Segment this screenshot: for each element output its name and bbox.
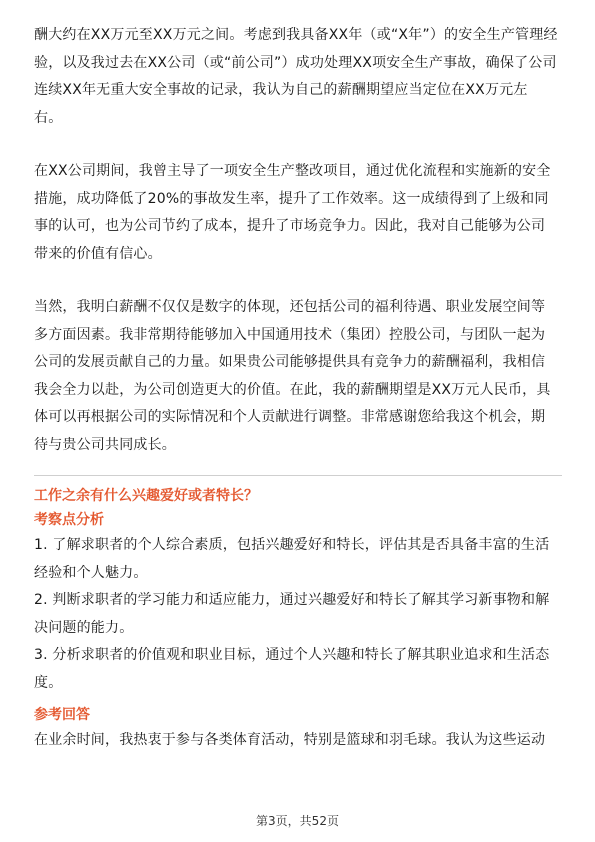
- spacer: [34, 268, 562, 294]
- answer-paragraph: 在业余时间，我热衷于参与各类体育活动，特别是篮球和羽毛球。我认为这些运动: [34, 732, 546, 748]
- analysis-item-1: 1. 了解求职者的个人综合素质，包括兴趣爱好和特长，评估其是否具备丰富的生活 经验和个人魅力。: [34, 537, 550, 581]
- analysis-item-3: 3. 分析求职者的价值观和职业目标，通过个人兴趣和特长了解其职业追求和生活态 度。: [34, 647, 550, 691]
- answer-heading: 参考回答: [34, 707, 90, 723]
- salary-paragraph-3: 当然，我明白薪酬不仅仅是数字的体现，还包括公司的福利待遇、职业发展空间等 多方面因素。我非常期待能够加入中国通用技术（集团）控股公司，与团队一起为 公司的发展贡献自己的力量。如果贵公司能够提供具有竞争力的薪酬福利，我相信 我会全力以赴，为公司创造更大的价值。在此，我的薪酬期望是XX万元人民币，具 体可以再根据公司的实际情况和个人贡献进行调整。非常感谢您给我这个机会，期 待与贵公司共同成长。: [34, 299, 551, 453]
- interview-question: 工作之余有什么兴趣爱好或者特长？: [34, 488, 258, 504]
- page-footer: 第3页，共52页: [256, 814, 339, 828]
- salary-paragraph-2: 在XX公司期间，我曾主导了一项安全生产整改项目，通过优化流程和实施新的安全 措施，成功降低了20%的事故发生率，提升了工作效率。这一成绩得到了上级和同 事的认可，也为公司节约了成本，提升了市场竞争力。因此，我对自己能够为公司 带来的价值有信心。: [34, 163, 551, 262]
- analysis-item-2: 2. 判断求职者的学习能力和适应能力，通过兴趣爱好和特长了解其学习新事物和解 决问题的能力。: [34, 592, 550, 636]
- analysis-heading: 考察点分析: [34, 512, 104, 528]
- spacer: [34, 459, 562, 475]
- section-divider: [34, 475, 562, 476]
- document-page: [34, 22, 562, 755]
- salary-paragraph-1: 酬大约在XX万元至XX万元之间。考虑到我具备XX年（或“X年”）的安全生产管理经 验，以及我过去在XX公司（或“前公司”）成功处理XX项安全生产事故，确保了公司 连续XX年无重大安全事故的记录，我认为自己的薪酬期望应当定位在XX万元左 右。: [34, 27, 558, 126]
- spacer: [34, 132, 562, 158]
